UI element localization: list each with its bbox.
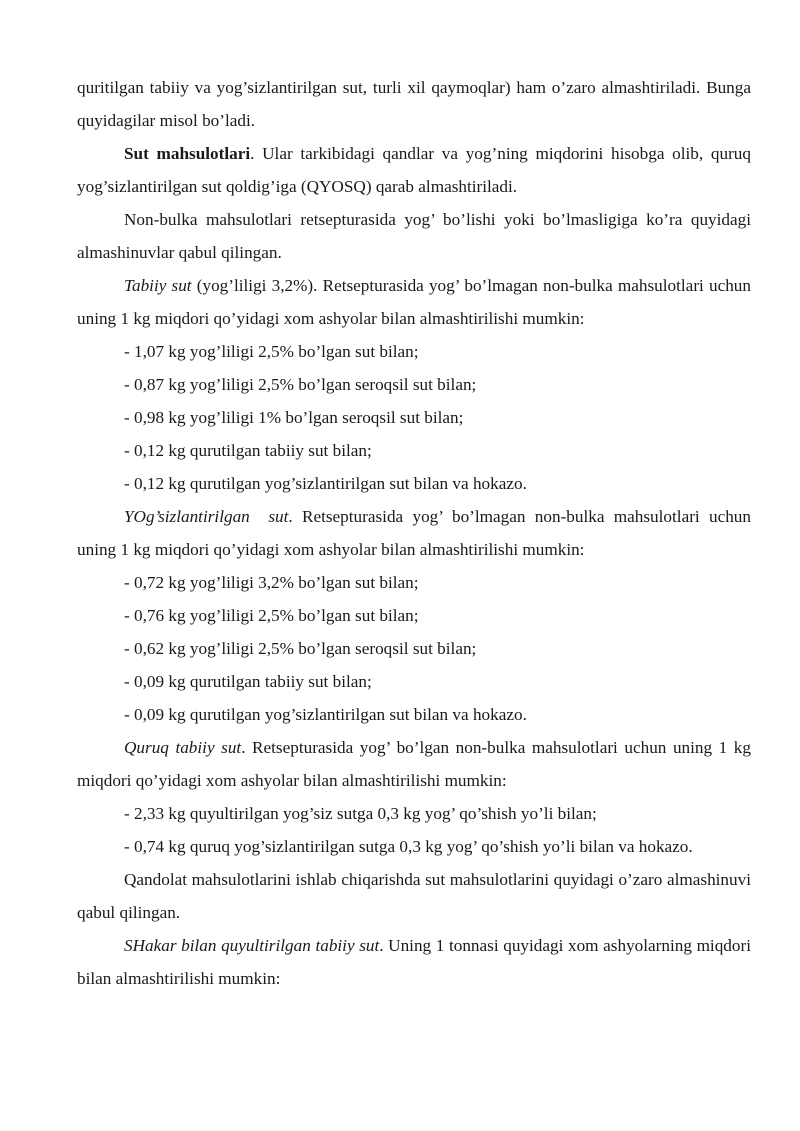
list-item: - 2,33 kg quyultirilgan yog’siz sutga 0,3 kg yog’ qo’shish yo’li bilan; [124,804,597,823]
paragraph-text: . Retsepturasida yog’ bo’lgan non-bulka mahsulotlari uchun uning 1 kg miqdori qo’yidagi xom ashyolar bilan almashtirilishi mumkin: [77,738,751,790]
list-item: - 0,87 kg yog’liligi 2,5% bo’lgan seroqsil sut bilan; [124,375,477,394]
list-item: - 0,62 kg yog’liligi 2,5% bo’lgan seroqsil sut bilan; [124,639,477,658]
paragraph-text: . Uning 1 tonnasi quyidagi xom ashyolarning miqdori bilan almashtirilishi mumkin: [77,936,751,988]
paragraph-non-bulka: Non-bulka mahsulotlari retsepturasida yog’ bo’lishi yoki bo’lmasligiga ko’ra quyidagi almashinuvlar qabul qilingan. [77,210,751,262]
paragraph-text: . Ular tarkibidagi qandlar va yog’ning miqdorini hisobga olib, quruq yog’sizlantirilgan sut qoldig’iga (QYOSQ) qarab almashtiriladi. [77,144,751,196]
italic-title: Quruq tabiiy sut [124,738,242,757]
paragraph-sut-mahsulotlari [77,137,751,203]
bold-heading: Sut mahsulotlari [124,144,251,163]
paragraph-text: (yog’liligi 3,2%). Retsepturasida yog’ bo’lmagan non-bulka mahsulotlari uchun uning 1 kg miqdori qo’yidagi xom ashyolar bilan almashtirilishi mumkin: [77,276,751,328]
paragraph-text: . Retsepturasida yog’ bo’lmagan non-bulka mahsulotlari uchun uning 1 kg miqdori qo’yidagi xom ashyolar bilan almashtirilishi mumkin: [77,507,751,559]
paragraph-yogsizlantirilgan-sut [77,500,751,566]
list-item: - 0,09 kg qurutilgan yog’sizlantirilgan sut bilan va hokazo. [124,705,527,724]
paragraph-quruq-tabiiy-sut [77,731,751,797]
italic-title: Tabiiy sut [124,276,192,295]
list-item: - 0,12 kg qurutilgan yog’sizlantirilgan sut bilan va hokazo. [124,474,527,493]
list-item: - 0,12 kg qurutilgan tabiiy sut bilan; [124,441,372,460]
italic-title: SHakar bilan quyultirilgan tabiiy sut [124,936,380,955]
list-item: - 1,07 kg yog’liligi 2,5% bo’lgan sut bilan; [124,342,419,361]
paragraph-continuation: quritilgan tabiiy va yog’sizlantirilgan sut, turli xil qaymoqlar) ham o’zaro almashtiriladi. Bunga quyidagilar misol bo’ladi. [77,78,751,130]
paragraph-tabiiy-sut [77,269,751,335]
list-item: - 0,72 kg yog’liligi 3,2% bo’lgan sut bilan; [124,573,419,592]
list-item: - 0,98 kg yog’liligi 1% bo’lgan seroqsil sut bilan; [124,408,464,427]
list-item: - 0,74 kg quruq yog’sizlantirilgan sutga 0,3 kg yog’ qo’shish yo’li bilan va hokazo. [124,837,693,856]
paragraph-shakar-sut [77,929,751,995]
list-item: - 0,76 kg yog’liligi 2,5% bo’lgan sut bilan; [124,606,419,625]
document-body [77,71,751,995]
paragraph-qandolat: Qandolat mahsulotlarini ishlab chiqarishda sut mahsulotlarini quyidagi o’zaro almashinuvi qabul qilingan. [77,870,751,922]
list-item: - 0,09 kg qurutilgan tabiiy sut bilan; [124,672,372,691]
italic-title: YOg’sizlantirilgan sut [124,507,289,526]
